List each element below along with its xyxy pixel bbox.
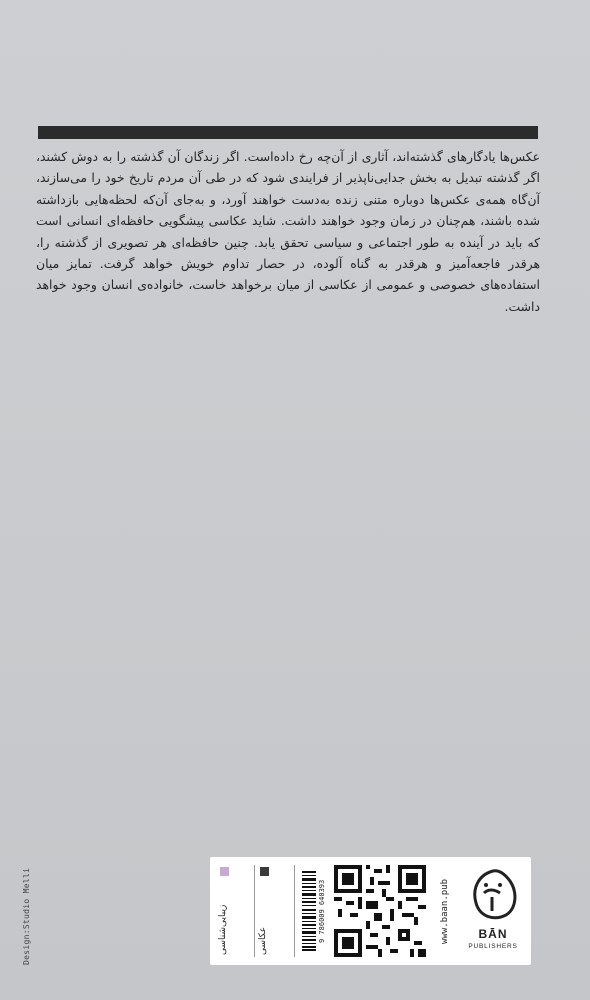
divider [294,865,295,957]
publisher-info-panel [210,857,531,965]
series-color-swatch [260,867,269,876]
designer-credit: Design:Studio Melli [22,867,31,965]
publisher-subtitle: PUBLISHERS [468,943,518,950]
series-tag-aesthetics [216,863,250,959]
isbn-barcode [302,871,316,951]
isbn-number: 9 786009 640393 [318,879,326,943]
decorative-bar [38,126,538,139]
qr-code [334,865,426,957]
back-cover-blurb: عکس‌ها یادگارهای گذشته‌اند، آثاری از آن‌چه رخ داده‌است. اگر زندگان آن گذشته را به دوش کشند، اگر گذشته تبدیل به بخش جدایی‌ناپذیر از فرایندی شود که در طی آن مردم تاریخ خود را می‌سازند، آن‌گاه همه‌ی عکس‌ها دوباره متنی زنده به‌دست خواهند آورد، و به‌جای آن‌که لحظه‌هایی بازداشته شده باشند، هم‌چنان در زمان وجود خواهند داشت. شاید عکاسی پیشگویی حافظه‌ای انسانی است که باید در آینده به طور اجتماعی و سیاسی تحقق یابد. چنین حافظه‌ای هر تصویری از گذشته را، هرقدر فاجعه‌آمیز و هرقدر به گناه آلوده، در حصار تداوم خویش خواهد گرفت. تمایز میان استفاده‌های خصوصی و عمومی از عکاسی از میان برخواهد خاست، خانواده‌ی انسان وجود خواهد داشت. [36,149,540,314]
series-color-swatch [220,867,229,876]
series-label: عکاسی [258,926,268,955]
series-tag-photography [256,863,290,959]
publisher-name: BĀN [478,927,508,941]
series-label: زیبایی‌شناسی [218,904,228,955]
publisher-logo-icon [464,867,522,927]
publisher-website: www.baan.pub [440,878,450,944]
divider [254,865,255,957]
